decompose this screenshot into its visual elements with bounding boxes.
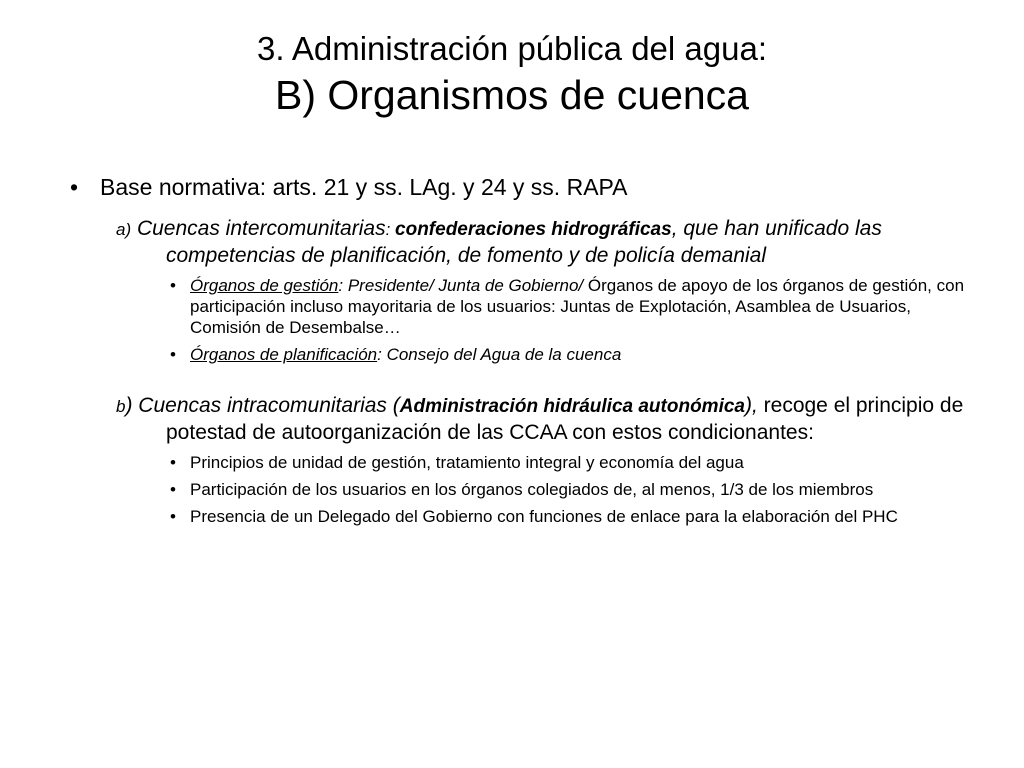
list-item <box>170 506 970 527</box>
section-a-paragraph <box>116 216 970 269</box>
bullet-icon: • <box>170 276 176 295</box>
bullet-icon: • <box>170 480 176 499</box>
item-italic-text: : Consejo del Agua de la cuenca <box>377 345 622 364</box>
base-normativa-text: Base normativa: arts. 21 y ss. LAg. y 24 y ss. RAPA <box>100 174 628 200</box>
list-item <box>170 479 970 500</box>
section-b-bold-term: Administración hidráulica autonómica <box>399 396 745 417</box>
section-b-after-bold: ), <box>744 394 758 417</box>
item-label: Órganos de gestión <box>190 276 339 295</box>
slide-body <box>70 172 970 533</box>
bullet-icon: • <box>170 345 176 364</box>
item-label: Órganos de planificación <box>190 345 378 364</box>
item-text: Principios de unidad de gestión, tratamiento integral y economía del agua <box>190 453 744 472</box>
base-normativa-item <box>70 172 970 202</box>
section-b-rest: recoge el principio de potestad de autoorganización de las CCAA con estos condicionantes: <box>166 394 964 444</box>
item-text: Participación de los usuarios en los órganos colegiados de, al menos, 1/3 de los miembros <box>190 480 874 499</box>
section-a-bold-term: confederaciones hidrográficas <box>395 219 672 240</box>
title-line-2: B) Organismos de cuenca <box>274 71 749 118</box>
bullet-icon: • <box>170 453 176 472</box>
section-b-letter: b <box>116 397 126 416</box>
item-text: Órganos de apoyo de los órganos de gestión, con participación incluso mayoritaria de los usuarios: Juntas de Explotación, Asamblea de Usuarios, Comisión de Desembalse… <box>190 276 965 337</box>
bullet-icon: • <box>70 174 79 200</box>
item-text: Presencia de un Delegado del Gobierno con funciones de enlace para la elaboración del PHC <box>190 507 898 526</box>
section-a-list <box>170 275 970 365</box>
section-b-paragraph <box>116 393 970 446</box>
slide-title <box>60 30 964 119</box>
section-a-rest: , que han unificado las competencias de planificación, de fomento y de policía demanial <box>166 217 882 267</box>
list-item <box>170 452 970 473</box>
section-b-heading: ) Cuencas intracomunitarias ( <box>125 394 400 417</box>
item-italic-text: : Presidente/ Junta de Gobierno/ <box>338 276 584 295</box>
section-a-heading: Cuencas intercomunitarias <box>131 217 386 240</box>
section-a-colon: : <box>385 220 396 239</box>
title-line-1: 3. Administración pública del agua: <box>257 30 767 67</box>
spacer <box>70 371 970 379</box>
bullet-icon: • <box>170 507 176 526</box>
section-a-letter: a) <box>116 220 132 239</box>
list-item <box>170 344 970 365</box>
section-b-list <box>170 452 970 527</box>
list-item <box>170 275 970 338</box>
